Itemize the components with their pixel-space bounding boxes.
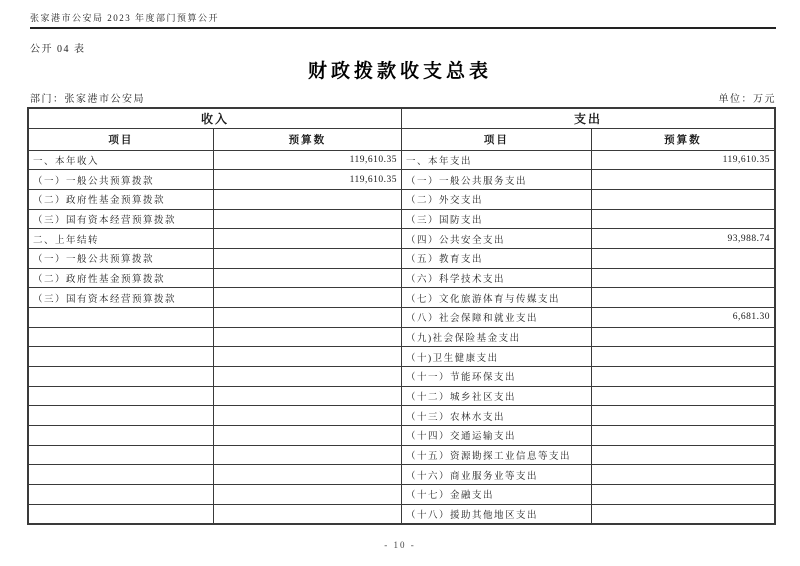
table-row: [28, 347, 775, 367]
expenditure-item-cell: （十)卫生健康支出: [401, 347, 591, 367]
revenue-budget-cell: [213, 347, 401, 367]
expenditure-item-cell: （一）一般公共服务支出: [401, 170, 591, 190]
expenditure-item-cell: （六）科学技术支出: [401, 268, 591, 288]
expenditure-budget-column-header: 预算数: [591, 128, 775, 150]
document-header-text: 张家港市公安局 2023 年度部门预算公开: [30, 13, 220, 23]
expenditure-budget-cell: [591, 484, 775, 504]
table-row: [28, 504, 775, 524]
expenditure-item-cell: （十一）节能环保支出: [401, 366, 591, 386]
revenue-item-cell: 一、本年收入: [28, 150, 213, 170]
revenue-item-cell: （一）一般公共预算拨款: [28, 248, 213, 268]
revenue-item-cell: 二、上年结转: [28, 229, 213, 249]
revenue-budget-cell: [213, 189, 401, 209]
revenue-item-cell: [28, 386, 213, 406]
revenue-budget-cell: [213, 209, 401, 229]
revenue-budget-cell: 119,610.35: [213, 170, 401, 190]
expenditure-item-cell: （十七）金融支出: [401, 484, 591, 504]
table-row: [28, 268, 775, 288]
table-row: [28, 248, 775, 268]
expenditure-item-cell: 一、本年支出: [401, 150, 591, 170]
expenditure-budget-cell: [591, 288, 775, 308]
table-row: [28, 366, 775, 386]
revenue-item-cell: （二）政府性基金预算拨款: [28, 189, 213, 209]
revenue-budget-cell: [213, 465, 401, 485]
revenue-item-cell: [28, 445, 213, 465]
table-row: [28, 445, 775, 465]
revenue-item-cell: [28, 484, 213, 504]
revenue-section-header: 收入: [28, 108, 401, 128]
revenue-item-cell: [28, 327, 213, 347]
expenditure-item-cell: （七）文化旅游体育与传媒支出: [401, 288, 591, 308]
expenditure-item-column-header: 项目: [401, 128, 591, 150]
revenue-item-cell: （三）国有资本经营预算拨款: [28, 209, 213, 229]
expenditure-budget-cell: [591, 425, 775, 445]
revenue-budget-column-header: 预算数: [213, 128, 401, 150]
table-row: [28, 189, 775, 209]
revenue-budget-cell: [213, 268, 401, 288]
section-header-row: [28, 108, 775, 128]
expenditure-item-cell: （五）教育支出: [401, 248, 591, 268]
expenditure-item-cell: （九)社会保险基金支出: [401, 327, 591, 347]
revenue-budget-cell: 119,610.35: [213, 150, 401, 170]
page-title: 财政拨款收支总表: [307, 61, 492, 82]
table-row: [28, 406, 775, 426]
revenue-budget-cell: [213, 288, 401, 308]
expenditure-item-cell: （十四）交通运输支出: [401, 425, 591, 445]
table-row: [28, 484, 775, 504]
table-code: 公开 04 表: [30, 44, 86, 55]
expenditure-budget-cell: [591, 445, 775, 465]
expenditure-item-cell: （十五）资源勘探工业信息等支出: [401, 445, 591, 465]
table-meta-row: [30, 90, 776, 105]
table-row: [28, 327, 775, 347]
revenue-budget-cell: [213, 425, 401, 445]
expenditure-item-cell: （八）社会保障和就业支出: [401, 307, 591, 327]
table-row: [28, 150, 775, 170]
expenditure-budget-cell: [591, 504, 775, 524]
revenue-budget-cell: [213, 406, 401, 426]
revenue-budget-cell: [213, 248, 401, 268]
revenue-budget-cell: [213, 229, 401, 249]
expenditure-budget-cell: [591, 170, 775, 190]
expenditure-budget-cell: [591, 248, 775, 268]
revenue-item-cell: [28, 406, 213, 426]
budget-summary-table: [27, 107, 776, 525]
expenditure-budget-cell: 6,681.30: [591, 307, 775, 327]
expenditure-item-cell: （十六）商业服务业等支出: [401, 465, 591, 485]
expenditure-budget-cell: [591, 327, 775, 347]
expenditure-budget-cell: [591, 465, 775, 485]
table-row: [28, 170, 775, 190]
expenditure-budget-cell: 119,610.35: [591, 150, 775, 170]
unit-label: 单位：万元: [718, 94, 776, 105]
expenditure-item-cell: （十二）城乡社区支出: [401, 386, 591, 406]
table-row: [28, 465, 775, 485]
table-row: [28, 288, 775, 308]
revenue-item-cell: （一）一般公共预算拨款: [28, 170, 213, 190]
revenue-item-cell: [28, 366, 213, 386]
revenue-budget-cell: [213, 386, 401, 406]
page-number: - 10 -: [384, 540, 416, 550]
table-row: [28, 229, 775, 249]
table-row: [28, 307, 775, 327]
department-label: 部门：张家港市公安局: [30, 94, 145, 105]
table-row: [28, 386, 775, 406]
expenditure-section-header: 支出: [401, 108, 775, 128]
expenditure-item-cell: （四）公共安全支出: [401, 229, 591, 249]
revenue-budget-cell: [213, 445, 401, 465]
revenue-item-cell: [28, 465, 213, 485]
header-divider: [30, 27, 776, 29]
table-row: [28, 209, 775, 229]
expenditure-budget-cell: [591, 366, 775, 386]
revenue-budget-cell: [213, 504, 401, 524]
expenditure-budget-cell: [591, 209, 775, 229]
table-body: [28, 150, 775, 524]
revenue-item-cell: [28, 504, 213, 524]
revenue-budget-cell: [213, 366, 401, 386]
expenditure-item-cell: （二）外交支出: [401, 189, 591, 209]
expenditure-item-cell: （十三）农林水支出: [401, 406, 591, 426]
revenue-item-cell: [28, 425, 213, 445]
expenditure-budget-cell: 93,988.74: [591, 229, 775, 249]
expenditure-budget-cell: [591, 347, 775, 367]
revenue-item-cell: （三）国有资本经营预算拨款: [28, 288, 213, 308]
expenditure-item-cell: （三）国防支出: [401, 209, 591, 229]
table-row: [28, 425, 775, 445]
revenue-item-column-header: 项目: [28, 128, 213, 150]
expenditure-item-cell: （十八）援助其他地区支出: [401, 504, 591, 524]
revenue-budget-cell: [213, 307, 401, 327]
revenue-item-cell: [28, 347, 213, 367]
column-header-row: [28, 128, 775, 150]
expenditure-budget-cell: [591, 189, 775, 209]
revenue-item-cell: [28, 307, 213, 327]
expenditure-budget-cell: [591, 406, 775, 426]
revenue-budget-cell: [213, 327, 401, 347]
expenditure-budget-cell: [591, 268, 775, 288]
expenditure-budget-cell: [591, 386, 775, 406]
revenue-item-cell: （二）政府性基金预算拨款: [28, 268, 213, 288]
revenue-budget-cell: [213, 484, 401, 504]
